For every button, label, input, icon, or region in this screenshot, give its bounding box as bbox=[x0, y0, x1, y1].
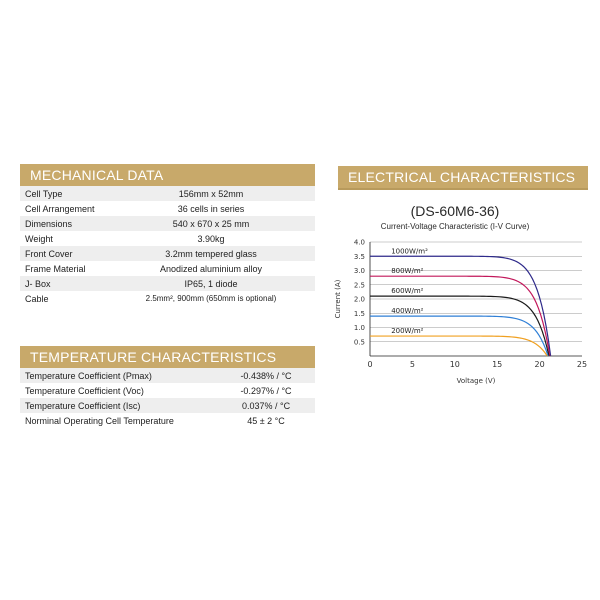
temperature-characteristics-table bbox=[20, 368, 315, 428]
spec-label: Temperature Coefficient (Isc) bbox=[20, 398, 217, 413]
iv-curve-chart bbox=[320, 232, 595, 392]
spec-label: Cell Type bbox=[20, 186, 107, 201]
table-row bbox=[20, 186, 315, 201]
spec-value: 3.90kg bbox=[107, 231, 315, 246]
spec-label: Cell Arrangement bbox=[20, 201, 107, 216]
spec-value: -0.297% / °C bbox=[217, 383, 315, 398]
table-row bbox=[20, 216, 315, 231]
spec-value: 0.037% / °C bbox=[217, 398, 315, 413]
spec-value: -0.438% / °C bbox=[217, 368, 315, 383]
x-tick-label: 25 bbox=[576, 360, 588, 369]
spec-label: J- Box bbox=[20, 276, 107, 291]
table-row bbox=[20, 291, 315, 306]
table-row bbox=[20, 246, 315, 261]
spec-value: IP65, 1 diode bbox=[107, 276, 315, 291]
spec-value: 540 x 670 x 25 mm bbox=[107, 216, 315, 231]
iv-curve-line bbox=[370, 336, 547, 356]
spec-value: 45 ± 2 °C bbox=[217, 413, 315, 428]
spec-value: 156mm x 52mm bbox=[107, 186, 315, 201]
series-label: 600W/m² bbox=[391, 287, 424, 296]
spec-label: Cable bbox=[20, 291, 107, 306]
table-row bbox=[20, 368, 315, 383]
x-tick-label: 0 bbox=[367, 360, 373, 369]
y-axis-title: Current (A) bbox=[334, 279, 342, 319]
spec-value: 36 cells in series bbox=[107, 201, 315, 216]
x-tick-label: 20 bbox=[534, 360, 545, 369]
series-label: 800W/m² bbox=[391, 267, 424, 276]
mechanical-data-table bbox=[20, 186, 315, 306]
spec-value: 3.2mm tempered glass bbox=[107, 246, 315, 261]
table-row bbox=[20, 383, 315, 398]
chart-model-label: (DS-60M6-36) bbox=[410, 203, 500, 219]
x-tick-label: 15 bbox=[492, 360, 503, 369]
y-tick-label: 3.0 bbox=[353, 267, 365, 275]
spec-label: Weight bbox=[20, 231, 107, 246]
series-label: 1000W/m² bbox=[391, 247, 428, 256]
y-tick-label: 3.5 bbox=[353, 252, 365, 261]
table-row bbox=[20, 261, 315, 276]
electrical-characteristics-header: ELECTRICAL CHARACTERISTICS bbox=[338, 166, 588, 188]
y-tick-label: 0.5 bbox=[353, 338, 365, 347]
spec-label: Dimensions bbox=[20, 216, 107, 231]
spec-label: Temperature Coefficient (Voc) bbox=[20, 383, 217, 398]
table-row bbox=[20, 413, 315, 428]
x-axis-title: Voltage (V) bbox=[456, 377, 496, 385]
x-tick-label: 5 bbox=[409, 360, 415, 369]
spec-value: 2.5mm², 900mm (650mm is optional) bbox=[107, 291, 315, 306]
y-tick-label: 2.0 bbox=[353, 295, 365, 304]
table-row bbox=[20, 398, 315, 413]
spec-value: Anodized aluminium alloy bbox=[107, 261, 315, 276]
temperature-characteristics-header: TEMPERATURE CHARACTERISTICS bbox=[20, 346, 315, 368]
x-tick-label: 10 bbox=[449, 360, 460, 369]
table-row bbox=[20, 276, 315, 291]
spec-label: Norminal Operating Cell Temperature bbox=[20, 413, 217, 428]
chart-title: Current-Voltage Characteristic (I-V Curve) bbox=[380, 222, 530, 231]
spec-label: Frame Material bbox=[20, 261, 107, 276]
y-tick-label: 4.0 bbox=[353, 238, 365, 247]
spec-label: Temperature Coefficient (Pmax) bbox=[20, 368, 217, 383]
series-label: 200W/m² bbox=[391, 327, 424, 336]
mechanical-data-header: MECHANICAL DATA bbox=[20, 164, 315, 186]
y-tick-label: 1.5 bbox=[353, 309, 365, 318]
y-tick-label: 1.0 bbox=[353, 324, 365, 332]
table-row bbox=[20, 201, 315, 216]
table-row bbox=[20, 231, 315, 246]
spec-label: Front Cover bbox=[20, 246, 107, 261]
series-label: 400W/m² bbox=[391, 307, 424, 316]
y-tick-label: 2.5 bbox=[353, 281, 365, 290]
